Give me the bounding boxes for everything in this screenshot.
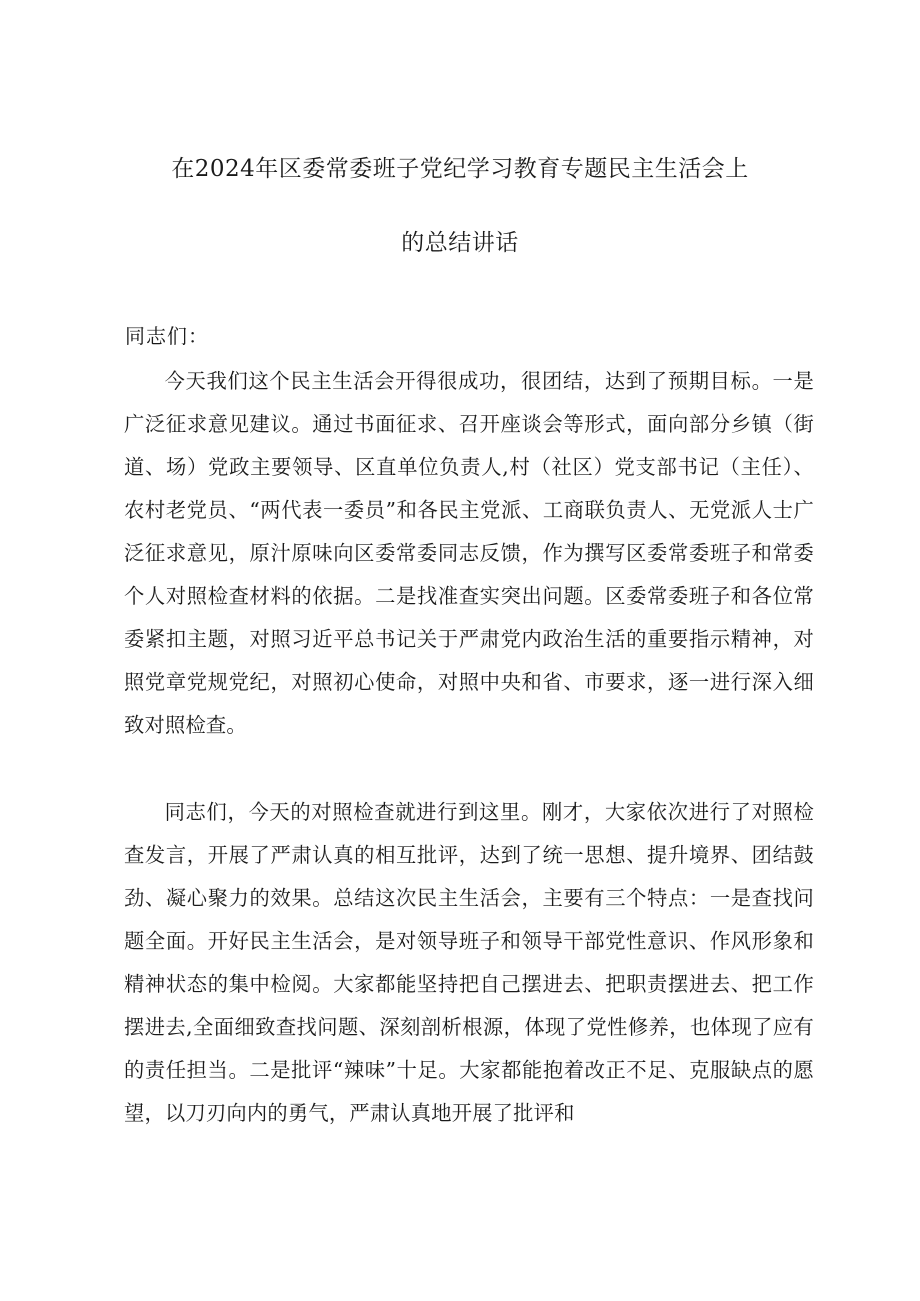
document-title-line-2: 的总结讲话 bbox=[401, 230, 519, 256]
paragraph-2: 同志们，今天的对照检查就进行到这里。刚才，大家依次进行了对照检查发言，开展了严肃认真的相互批评，达到了统一思想、提升境界、团结鼓劲、凝心聚力的效果。总结这次民主生活会，主要有三个特点：一是查找问题全面。开好民主生活会，是对领导班子和领导干部党性意识、作风形象和精神状态的集中检阅。大家都能坚持把自己摆进去、把职责摆进去、把工作摆进去,全面细致查找问题、深刻剖析根源，体现了党性修养，也体现了应有的责任担当。二是批评“辣味”十足。大家都能抱着改正不足、克服缺点的愿望，以刀刃向内的勇气，严肃认真地开展了批评和 bbox=[124, 800, 814, 1125]
salutation: 同志们： bbox=[125, 324, 209, 348]
document-title-line-1: 在2024年区委常委班子党纪学习教育专题民主生活会上 bbox=[171, 156, 749, 182]
paragraph-1: 今天我们这个民主生活会开得很成功，很团结，达到了预期目标。一是广泛征求意见建议。通过书面征求、召开座谈会等形式，面向部分乡镇（街道、场）党政主要领导、区直单位负责人,村（社区）党支部书记（主任）、农村老党员、“两代表一委员”和各民主党派、工商联负责人、无党派人士广泛征求意见，原汁原味向区委常委同志反馈，作为撰写区委常委班子和常委个人对照检查材料的依据。二是找准查实突出问题。区委常委班子和各位常委紧扣主题，对照习近平总书记关于严肃党内政治生活的重要指示精神，对照党章党规党纪，对照初心使命，对照中央和省、市要求，逐一进行深入细致对照检查。 bbox=[124, 369, 814, 737]
